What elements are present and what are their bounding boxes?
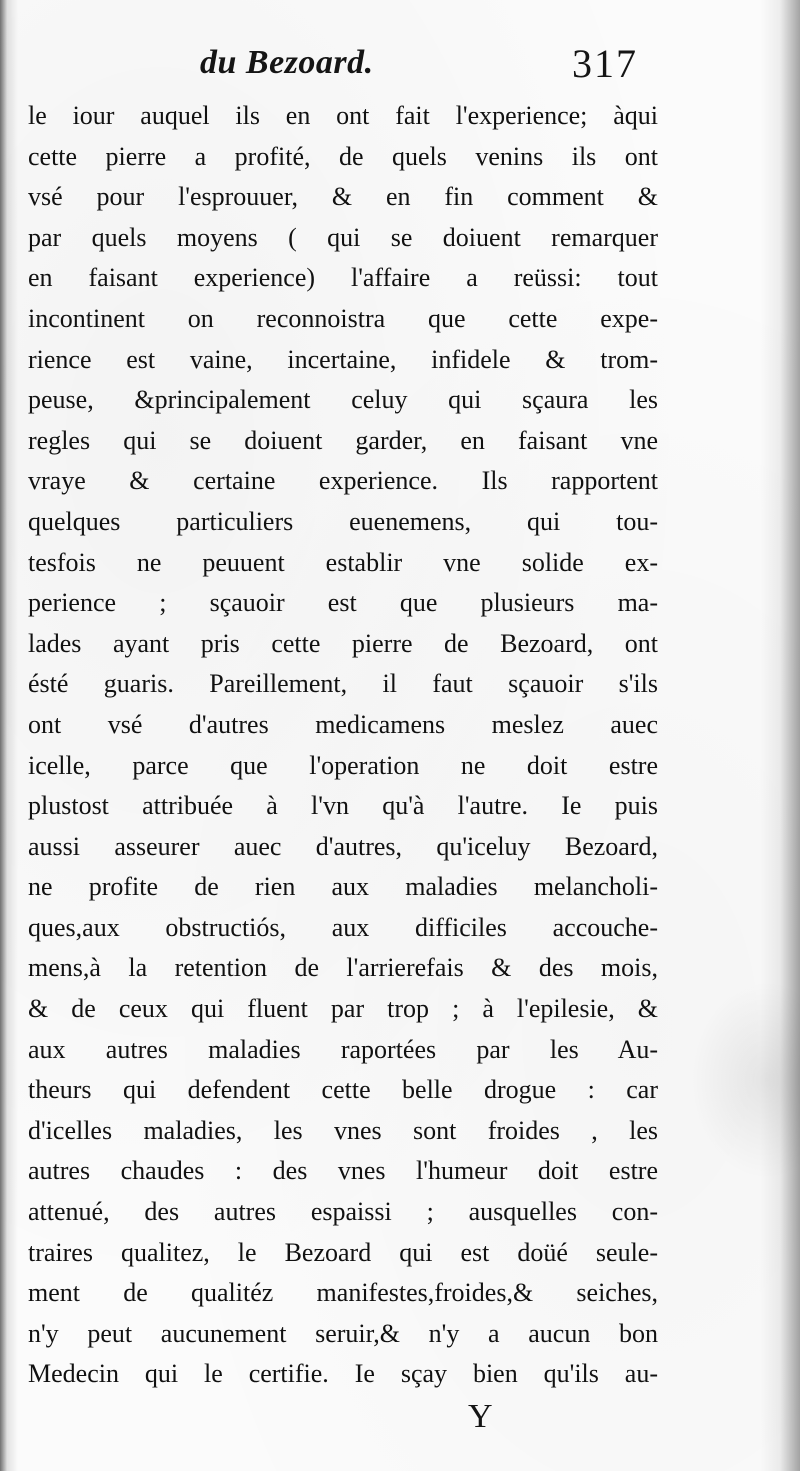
text-line: regles qui se doiuent garder, en faisant vne xyxy=(28,425,658,455)
text-line: traires qualitez, le Bezoard qui est doüé seule- xyxy=(28,1237,658,1267)
text-line: ésté guaris. Pareillement, il faut sçauoir s'ils xyxy=(28,669,658,699)
text-line: vsé pour l'esprouuer, & en fin comment & xyxy=(28,182,658,212)
text-line: par quels moyens ( qui se doiuent remarquer xyxy=(28,222,658,252)
text-line: n'y peut aucunement seruir,& n'y a aucun bon xyxy=(28,1318,658,1348)
text-line: cette pierre a profité, de quels venins ils ont xyxy=(28,141,658,171)
page-number: 317 xyxy=(572,41,638,86)
text-line: mens,à la retention de l'arrierefais & des mois, xyxy=(28,953,658,983)
text-line: incontinent on reconnoistra que cette expe- xyxy=(28,303,658,333)
signature-mark: Y xyxy=(468,1398,493,1435)
text-line: Medecin qui le certifie. Ie sçay bien qu'ils au- xyxy=(28,1359,658,1389)
body-text xyxy=(28,96,658,1395)
show-through-bleed xyxy=(690,980,800,1180)
running-head: du Bezoard. xyxy=(200,44,374,81)
text-line: theurs qui defendent cette belle drogue : car xyxy=(28,1075,658,1105)
text-line: quelques particuliers euenemens, qui tou- xyxy=(28,506,658,536)
text-line: ne profite de rien aux maladies melancholi- xyxy=(28,872,658,902)
text-line: icelle, parce que l'operation ne doit estre xyxy=(28,750,658,780)
text-line: plustost attribuée à l'vn qu'à l'autre. Ie puis xyxy=(28,791,658,821)
text-line: en faisant experience) l'affaire a reüssi: tout xyxy=(28,263,658,293)
text-line: tesfois ne peuuent establir vne solide ex- xyxy=(28,547,658,577)
text-line: rience est vaine, incertaine, infidele & trom- xyxy=(28,344,658,374)
text-line: d'icelles maladies, les vnes sont froides , les xyxy=(28,1115,658,1145)
text-line: autres chaudes : des vnes l'humeur doit estre xyxy=(28,1156,658,1186)
text-line: lades ayant pris cette pierre de Bezoard, ont xyxy=(28,628,658,658)
text-line: aussi asseurer auec d'autres, qu'iceluy Bezoard, xyxy=(28,831,658,861)
text-line: ont vsé d'autres medicamens meslez auec xyxy=(28,709,658,739)
text-line: vraye & certaine experience. Ils rapportent xyxy=(28,466,658,496)
page-edge-shadow xyxy=(760,0,800,1471)
text-line: attenué, des autres espaissi ; ausquelles con- xyxy=(28,1197,658,1227)
text-line: le iour auquel ils en ont fait l'experience; àqui xyxy=(28,101,658,130)
text-line: peuse, &principalement celuy qui sçaura les xyxy=(28,385,658,415)
text-line: aux autres maladies raportées par les Au- xyxy=(28,1034,658,1064)
page-header xyxy=(0,38,800,98)
page-gutter-shadow xyxy=(0,0,18,1471)
text-line: ment de qualitéz manifestes,froides,& seiches, xyxy=(28,1278,658,1308)
text-line: & de ceux qui fluent par trop ; à l'epilesie, & xyxy=(28,994,658,1024)
text-line: perience ; sçauoir est que plusieurs ma- xyxy=(28,588,658,618)
text-line: ques,aux obstructiós, aux difficiles accouche- xyxy=(28,912,658,942)
